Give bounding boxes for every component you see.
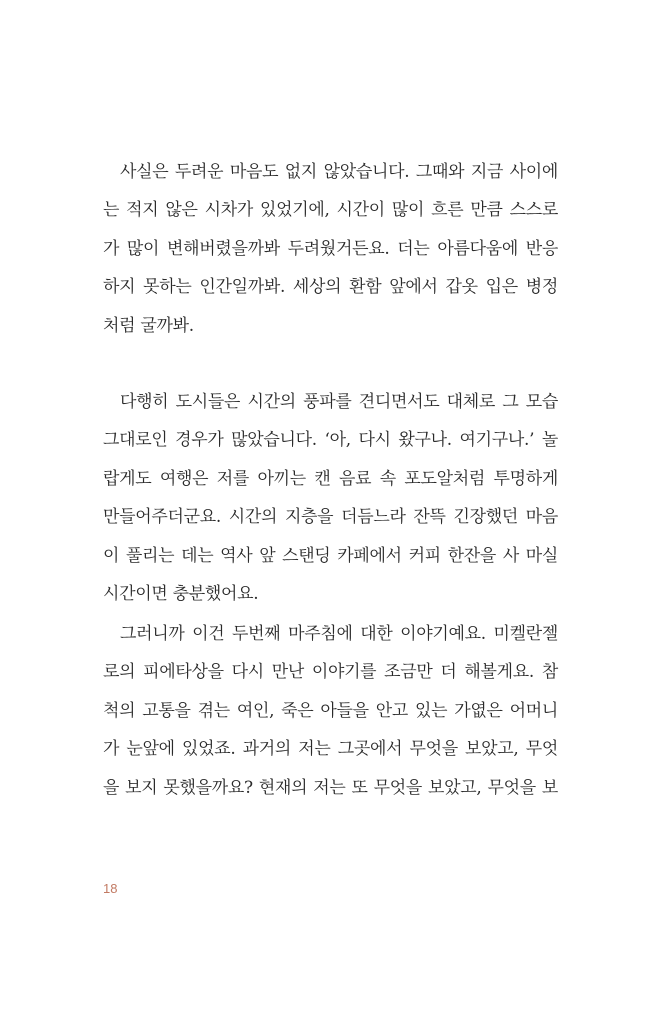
text-line: 다행히 도시들은 시간의 풍파를 견디면서도 대체로 그 모습 [120, 392, 558, 412]
text-line: 이 풀리는 데는 역사 앞 스탠딩 카페에서 커피 한잔을 사 마실 [103, 545, 558, 566]
text-line: 사실은 두려운 마음도 없지 않았습니다. 그때와 지금 사이에 [120, 162, 558, 182]
text-line: 그러니까 이건 두번째 마주침에 대한 이야기예요. 미켈란젤 [120, 624, 558, 644]
text-line: 처럼 굴까봐. [103, 315, 194, 336]
text-line: 는 적지 않은 시차가 있었기에, 시간이 많이 흐른 만큼 스스로 [103, 200, 558, 221]
text-line: 하지 못하는 인간일까봐. 세상의 환함 앞에서 갑옷 입은 병정 [103, 277, 558, 298]
text-line: 만들어주더군요. 시간의 지층을 더듬느라 잔뜩 긴장했던 마음 [103, 507, 558, 528]
text-line: 랍게도 여행은 저를 아끼는 캔 음료 속 포도알처럼 투명하게 [103, 468, 558, 489]
paragraph-2 [103, 383, 558, 613]
text-line: 가 많이 변해버렸을까봐 두려웠거든요. 더는 아름다움에 반응 [103, 238, 558, 259]
text-line: 로의 피에타상을 다시 만난 이야기를 조금만 더 해볼게요. 참 [103, 662, 558, 683]
text-line: 시간이면 충분했어요. [103, 583, 259, 604]
text-line: 그대로인 경우가 많았습니다. ‘아, 다시 왔구나. 여기구나.’ 놀 [103, 430, 558, 451]
text-line: 가 눈앞에 있었죠. 과거의 저는 그곳에서 무엇을 보았고, 무엇 [103, 739, 558, 760]
paragraph-3 [103, 615, 558, 807]
paragraph-1 [103, 153, 558, 345]
text-line: 을 보지 못했을까요? 현재의 저는 또 무엇을 보았고, 무엇을 보 [103, 777, 558, 798]
text-line: 척의 고통을 겪는 여인, 죽은 아들을 안고 있는 가엾은 어머니 [103, 700, 558, 721]
page-number: 18 [103, 881, 118, 896]
